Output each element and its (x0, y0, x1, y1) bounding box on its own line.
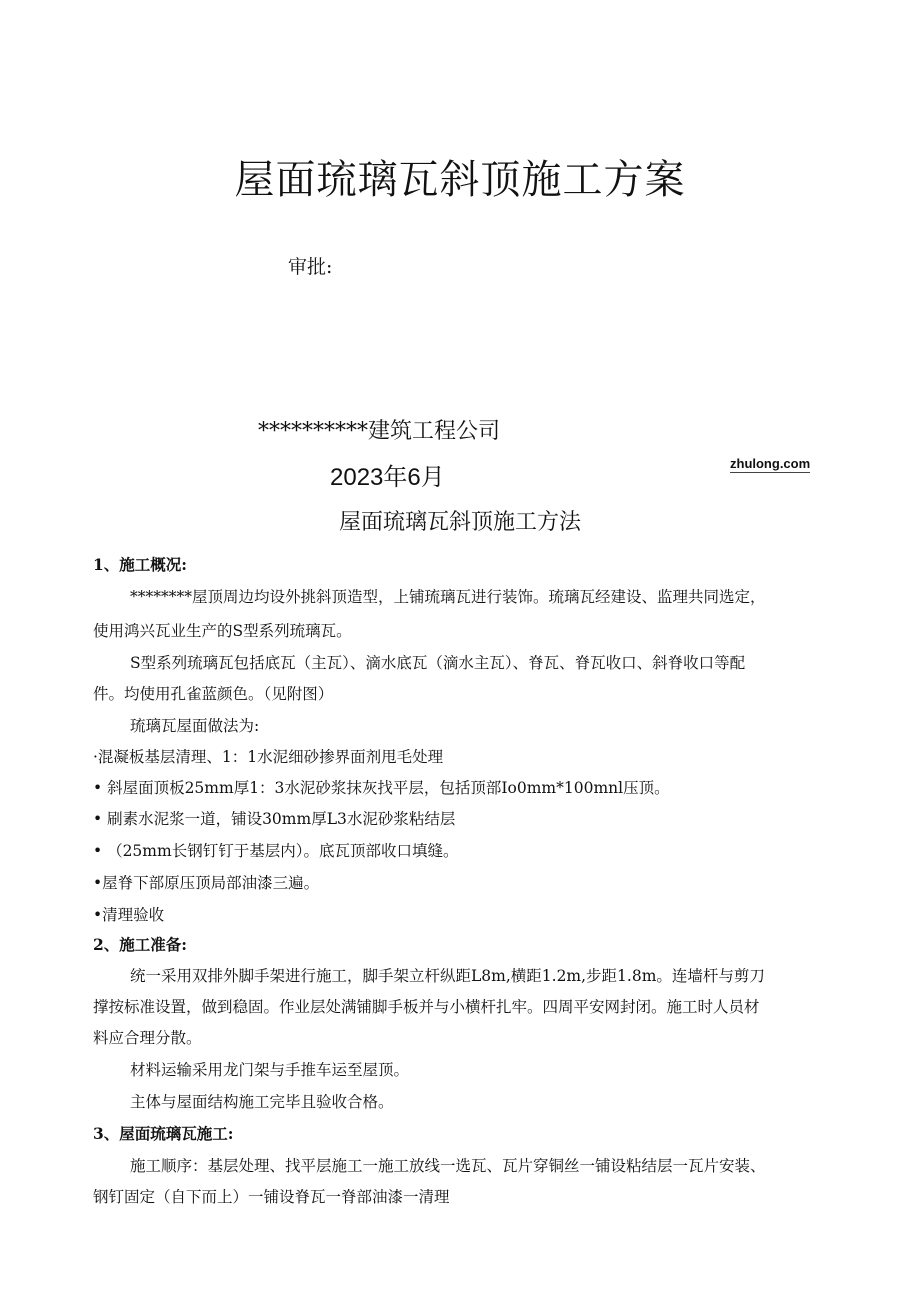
bullet-item: •清理验收 (93, 906, 165, 924)
document-date: 2023年6月 (330, 464, 445, 491)
paragraph-line: 主体与屋面结构施工完毕且验收合格。 (130, 1093, 394, 1111)
paragraph-line: 施工顺序：基层处理、找平层施工一施工放线一选瓦、瓦片穿铜丝一铺设粘结层一瓦片安装、 (130, 1157, 766, 1175)
paragraph-line: 使用鸿兴瓦业生产的S型系列琉璃瓦。 (93, 622, 352, 640)
paragraph-line: 件。均使用孔雀蓝颜色。（见附图） (93, 685, 334, 703)
company-name: **********建筑工程公司 (258, 419, 501, 444)
paragraph-line: S型系列琉璃瓦包括底瓦（主瓦）、滴水底瓦（滴水主瓦）、脊瓦、脊瓦收口、斜脊收口等配 (130, 654, 746, 672)
watermark-logo: zhulong.com (730, 456, 811, 471)
paragraph-line: 统一采用双排外脚手架进行施工，脚手架立杆纵距L8m,横距1.2m,步距1.8m。连墙杆与剪刀 (130, 967, 765, 985)
paragraph-line: 钢钉固定（自下而上）一铺设脊瓦一脊部油漆一清理 (93, 1188, 450, 1206)
bullet-item: •屋脊下部原压顶局部油漆三遍。 (93, 874, 320, 892)
paragraph-line: 材料运输采用龙门架与手推车运至屋顶。 (130, 1061, 410, 1079)
bullet-item: • 斜屋面顶板25mm厚1：3水泥砂浆抹灰找平层，包括顶部Io0mm*100mnl压顶。 (93, 779, 670, 797)
heading-preparation: 2、施工准备: (93, 935, 188, 954)
paragraph-line: 琉璃瓦屋面做法为: (130, 717, 260, 735)
bullet-item: ·混凝板基层清理、1：1水泥细砂掺界面剂甩毛处理 (93, 748, 444, 766)
heading-overview: 1、施工概况: (93, 555, 188, 574)
section-title: 屋面琉璃瓦斜顶施工方法 (338, 510, 581, 535)
paragraph-line: 料应合理分散。 (93, 1029, 202, 1047)
bullet-item: • （25mm长钢钉钉于基层内）。底瓦顶部收口填缝。 (93, 842, 459, 860)
document-title: 屋面琉璃瓦斜顶施工方案 (234, 157, 686, 203)
bullet-item: • 刷素水泥浆一道，铺设30mm厚L3水泥砂浆粘结层 (93, 810, 456, 828)
paragraph-line: 撑按标准设置，做到稳固。作业层处满铺脚手板并与小横杆扎牢。四周平安网封闭。施工时人员材 (93, 998, 760, 1016)
approval-label: 审批: (288, 256, 333, 278)
heading-construction: 3、屋面琉璃瓦施工: (93, 1124, 234, 1143)
paragraph-line: ********屋顶周边均设外挑斜顶造型，上铺琉璃瓦进行装饰。琉璃瓦经建设、监理共同选定， (130, 588, 766, 606)
